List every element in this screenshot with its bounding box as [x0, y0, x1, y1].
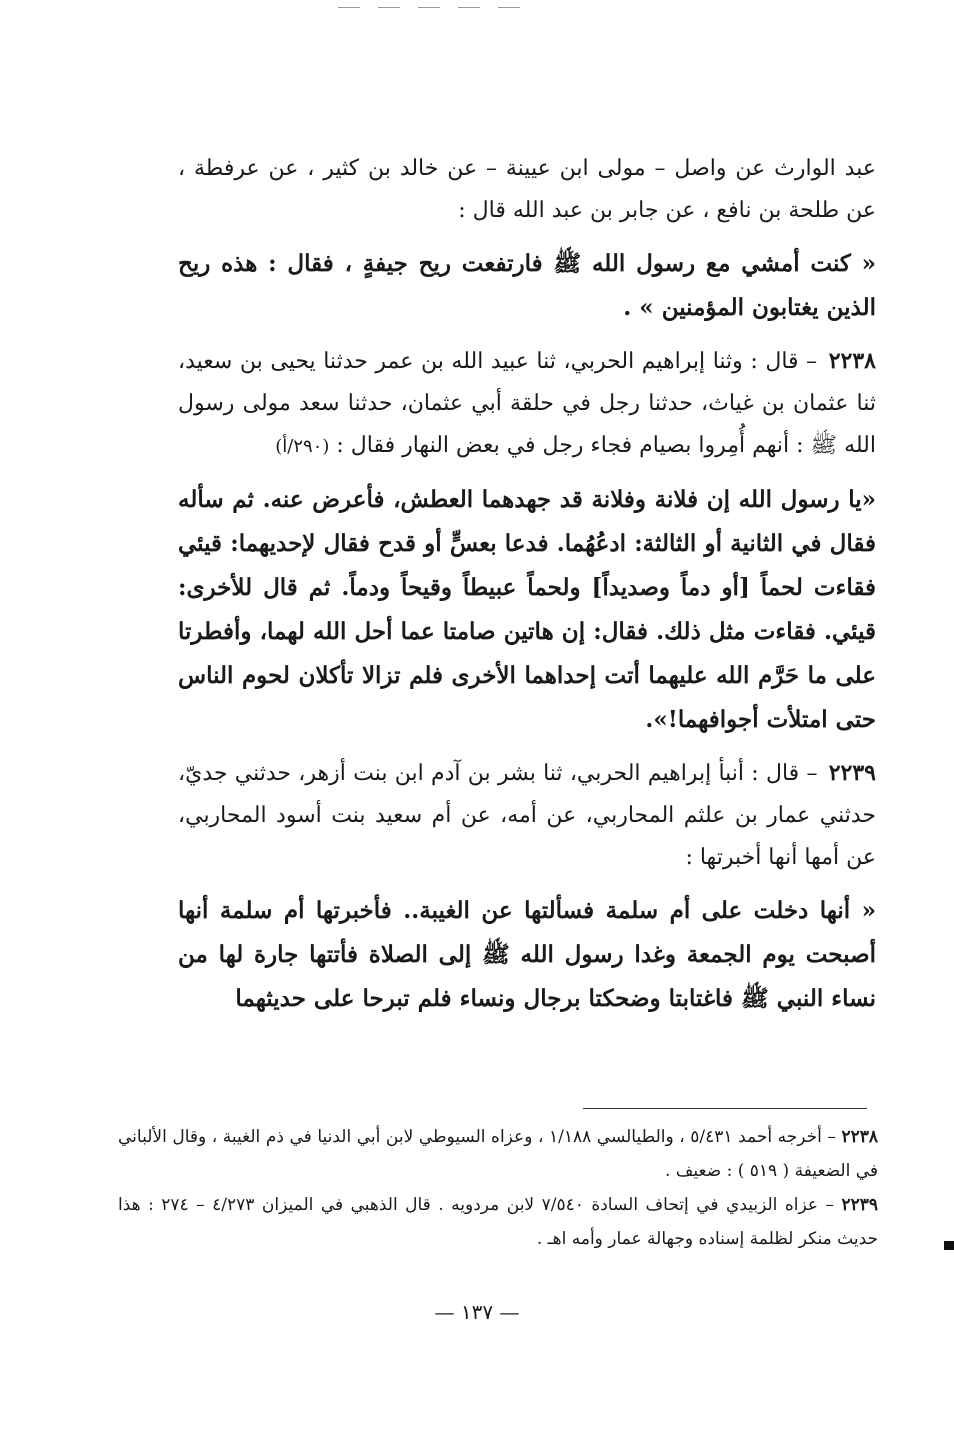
scan-mark: [498, 7, 520, 8]
footnote-2238: [118, 1120, 878, 1188]
hadith-2238: [178, 340, 876, 468]
footnote-number-2239: ٢٢٣٩: [841, 1195, 879, 1215]
scan-mark: [458, 7, 480, 8]
isnad-continuation: عبد الوارث عن واصل – مولى ابن عيينة – عن خالد بن كثير ، عن عرفطة ، عن طلحة بن نافع ، عن جابر بن عبد الله قال :: [178, 156, 876, 223]
footnote-separator: [583, 1108, 867, 1109]
footnotes: [118, 1120, 878, 1256]
main-text: [178, 148, 876, 1021]
scan-mark: [338, 7, 360, 8]
scan-mark: [378, 7, 400, 8]
page-number: — ١٣٧ —: [434, 1300, 520, 1324]
hadith-2238-text: – قال : وثنا إبراهيم الحربي، ثنا عبيد الله بن عمر حدثنا يحيى بن سعيد، ثنا عثمان بن غياث، حدثنا رجل في حلقة أبي عثمان، حدثنا سعد مولى رسول الله ﷺ : أنهم أُمِروا بصيام فجاء رجل في بعض النهار فقال :: [178, 349, 876, 458]
hadith-quote-2: «يا رسول الله إن فلانة وفلانة قد جهدهما العطش، فأعرض عنه. ثم سأله فقال في الثانية أو الثالثة: ادعُهُما. فدعا بعسٍّ أو قدح فقال لإحديهما: قيئي فقاءت لحماً [أو دماً وصديداً] ولحماً عبيطاً وقيحاً ودماً. ثم قال للأخرى: قيئي. فقاءت مثل ذلك. فقال: إن هاتين صامتا عما أحل الله لهما، وأفطرتا على ما حَرَّم الله عليهما أتت إحداهما الأخرى فلم تزالا تأكلان لحوم الناس حتى امتلأت أجوافهما!».: [178, 486, 876, 733]
top-scan-marks: [330, 0, 520, 10]
hadith-number-2239: ٢٢٣٩: [828, 760, 876, 786]
scan-mark: [418, 7, 440, 8]
hadith-number-2238: ٢٢٣٨: [828, 348, 876, 374]
footnote-number-2238: ٢٢٣٨: [841, 1127, 878, 1147]
hadith-2239: [178, 752, 876, 879]
hadith-2239-text: – قال : أنبأ إبراهيم الحربي، ثنا بشر بن آدم ابن بنت أزهر، حدثني جديّ، حدثني عمار بن علثم المحاربي، عن أمه، عن أم سعيد بنت أسود المحاربي، عن أمها أنها أخبرتها :: [178, 761, 876, 870]
scan-edge-mark: [944, 1241, 954, 1250]
folio-marker: (٢٩٠/أ): [275, 436, 330, 457]
hadith-quote-3: « أنها دخلت على أم سلمة فسألتها عن الغيبة.. فأخبرتها أم سلمة أنها أصبحت يوم الجمعة وغدا رسول الله ﷺ إلى الصلاة فأتتها جارة لها من نساء النبي ﷺ فاغتابتا وضحكتا برجال ونساء فلم تبرحا على حديثهما: [178, 897, 876, 1012]
footnote-2238-text: – أخرجه أحمد ٥/٤٣١ ، والطيالسي ١/١٨٨ ، وعزاه السيوطي لابن أبي الدنيا في ذم الغيبة ، وقال الألباني في الضعيفة ( ٥١٩ ) : ضعيف .: [118, 1127, 878, 1181]
hadith-quote-1: « كنت أمشي مع رسول الله ﷺ فارتفعت ريح جيفةٍ ، فقال : هذه ريح الذين يغتابون المؤمنين » .: [178, 250, 876, 321]
footnote-2239: [118, 1188, 878, 1256]
footnote-2239-text: – عزاه الزبيدي في إتحاف السادة ٧/٥٤٠ لابن مردويه . قال الذهبي في الميزان ٤/٢٧٣ – ٢٧٤ : هذا حديث منكر لظلمة إسناده وجهالة عمار وأمه اهـ .: [118, 1195, 878, 1249]
